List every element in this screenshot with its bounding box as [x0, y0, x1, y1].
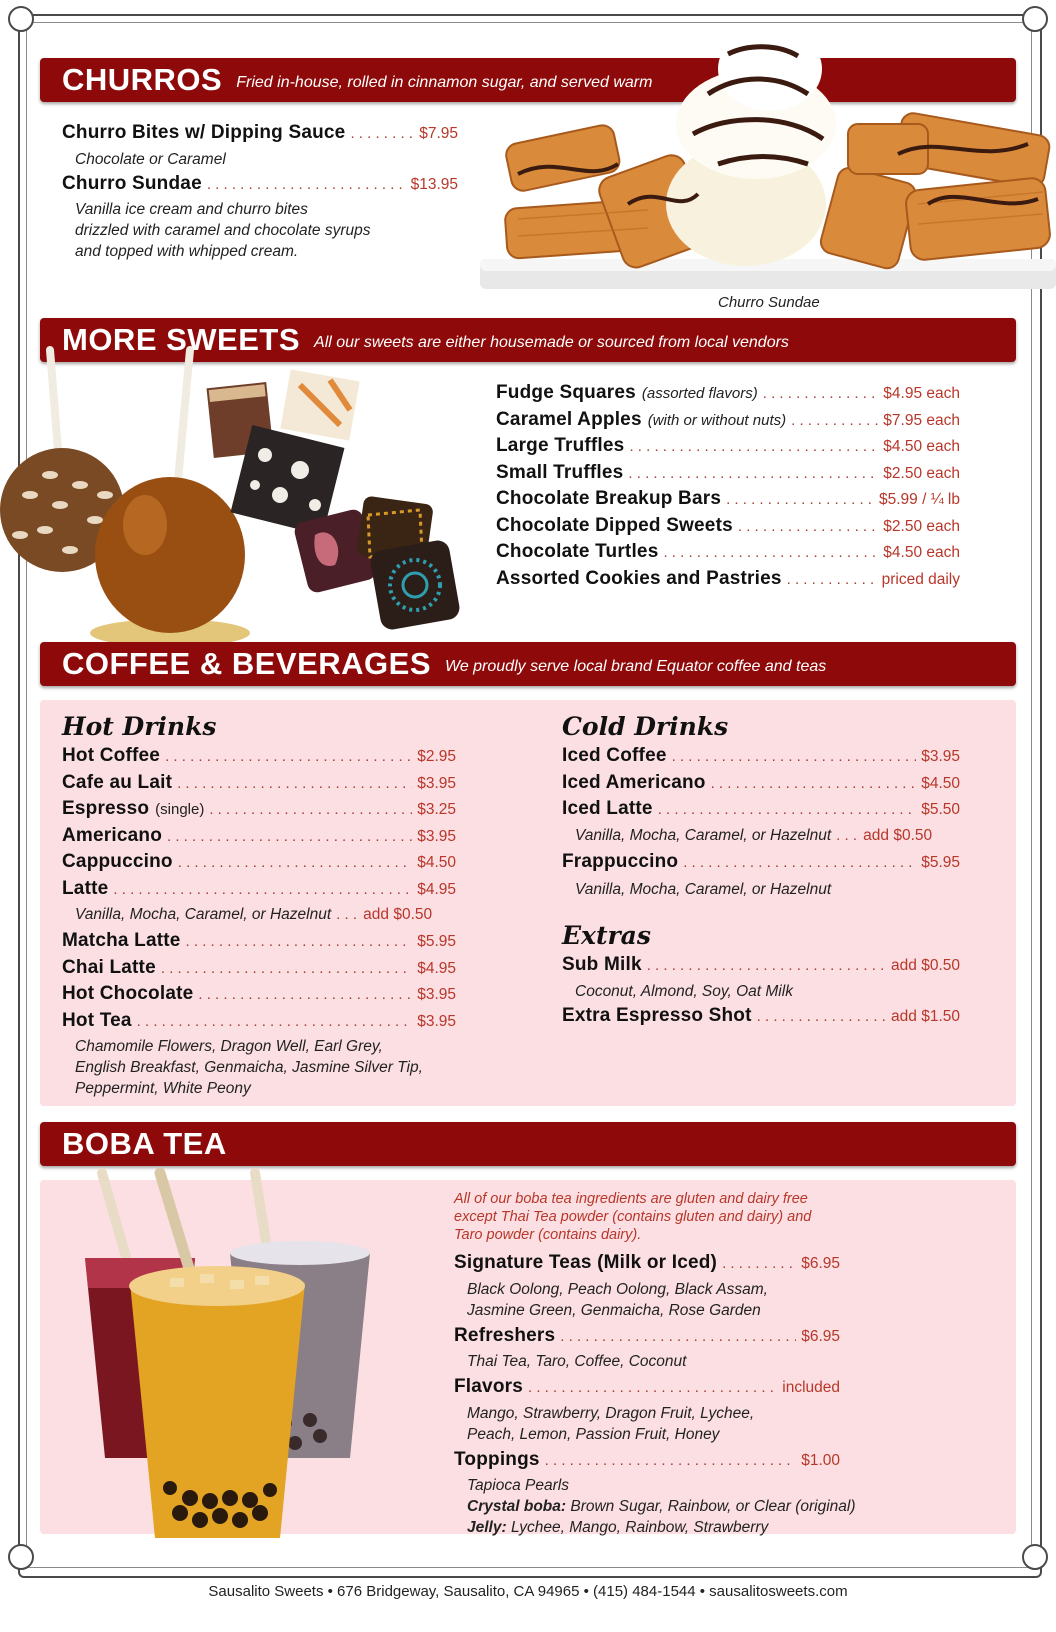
menu-item: Large Truffles . . . $4.50 each — [496, 435, 960, 462]
item-description: Thai Tea, Taro, Coffee, Coconut — [467, 1353, 687, 1370]
corner-ornament — [8, 1544, 34, 1570]
menu-item: Cafe au Lait . . . $3.95 — [62, 772, 456, 799]
allergen-note: All of our boba tea ingredients are gluten and dairy free — [454, 1191, 808, 1207]
menu-item: Churro Sundae . . . $13.95 — [62, 173, 458, 200]
toppings-line: Crystal boba: Brown Sugar, Rainbow, or Clear (original) — [467, 1498, 856, 1515]
coffee-header — [40, 642, 1016, 686]
extras-heading: Extras — [562, 921, 651, 950]
menu-item: Hot Coffee . . . $2.95 — [62, 745, 456, 772]
menu-item: Frappuccino . . . $5.95 — [562, 851, 960, 878]
sweets-photo — [0, 345, 470, 645]
section-title: CHURROS — [62, 62, 223, 97]
menu-item: Toppings . . . $1.00 — [454, 1449, 840, 1476]
churros-list — [62, 122, 458, 262]
footer-contact: Sausalito Sweets • 676 Bridgeway, Sausalito, CA 94965 • (415) 484-1544 • sausalitosweets.com — [208, 1583, 848, 1600]
menu-item: Churro Bites w/ Dipping Sauce . . . $7.95 — [62, 122, 458, 149]
hot-drinks-heading: Hot Drinks — [62, 712, 217, 741]
menu-item: Extra Espresso Shot . . . add $1.50 — [562, 1005, 960, 1032]
item-description: Vanilla, Mocha, Caramel, or Hazelnut — [575, 881, 832, 898]
item-description: Peach, Lemon, Passion Fruit, Honey — [467, 1425, 720, 1443]
menu-item: Refreshers . . . $6.95 — [454, 1325, 840, 1352]
item-description: Vanilla ice cream and churro bites — [75, 201, 308, 218]
menu-item: Assorted Cookies and Pastries . . . priced daily — [496, 568, 960, 595]
menu-item: Chocolate Dipped Sweets . . . $2.50 each — [496, 515, 960, 542]
menu-item: Latte . . . $4.95 — [62, 878, 456, 905]
menu-item: Hot Tea . . . $3.95 — [62, 1010, 456, 1037]
item-description: drizzled with caramel and chocolate syrups — [75, 222, 371, 239]
section-subtitle: All our sweets are either housemade or sourced from local vendors — [314, 334, 789, 351]
toppings-line: Tapioca Pearls — [467, 1477, 569, 1494]
section-subtitle: We proudly serve local brand Equator coffee and teas — [445, 658, 827, 675]
menu-item: Iced Latte . . . $5.50 — [562, 798, 960, 825]
item-description: Peppermint, White Peony — [75, 1080, 251, 1097]
boba-info — [454, 1190, 924, 1538]
menu-item: Signature Teas (Milk or Iced) . . . $6.95 — [454, 1252, 840, 1279]
item-description: Jasmine Green, Genmaicha, Rose Garden — [467, 1301, 761, 1319]
item-description: Black Oolong, Peach Oolong, Black Assam, — [467, 1280, 768, 1298]
menu-item: Flavors . . . included — [454, 1376, 840, 1403]
toppings-line: Jelly: Lychee, Mango, Rainbow, Strawberry — [467, 1519, 769, 1536]
menu-item: Matcha Latte . . . $5.95 — [62, 930, 456, 957]
menu-item: Chai Latte . . . $4.95 — [62, 957, 456, 984]
item-description: Coconut, Almond, Soy, Oat Milk — [575, 982, 793, 1000]
item-description: and topped with whipped cream. — [75, 243, 299, 260]
photo-caption: Churro Sundae — [718, 294, 820, 311]
menu-item: Iced Coffee . . . $3.95 — [562, 745, 960, 772]
allergen-note: except Thai Tea powder (contains gluten and dairy) and — [454, 1209, 812, 1225]
section-subtitle: Fried in-house, rolled in cinnamon sugar, and served warm — [236, 74, 653, 91]
item-description: Chocolate or Caramel — [75, 150, 226, 168]
section-title: BOBA TEA — [62, 1126, 227, 1161]
boba-list — [454, 1252, 840, 1475]
addon-line: Vanilla, Mocha, Caramel, or Hazelnut . . . add $0.50 — [62, 904, 456, 930]
menu-item: Espresso (single) . . . $3.25 — [62, 798, 456, 825]
item-description: Chamomile Flowers, Dragon Well, Earl Grey, — [75, 1038, 383, 1055]
item-description: English Breakfast, Genmaicha, Jasmine Silver Tip, — [75, 1059, 423, 1076]
boba-cups-photo — [80, 1168, 380, 1548]
corner-ornament — [1022, 1544, 1048, 1570]
sweets-list — [496, 382, 960, 594]
item-description: Mango, Strawberry, Dragon Fruit, Lychee, — [467, 1404, 755, 1422]
menu-item: Hot Chocolate . . . $3.95 — [62, 983, 456, 1010]
menu-item: Americano . . . $3.95 — [62, 825, 456, 852]
cold-drinks-list — [562, 706, 960, 1031]
addon-line: Vanilla, Mocha, Caramel, or Hazelnut . . . add $0.50 — [562, 825, 960, 851]
menu-item: Caramel Apples (with or without nuts) . . . $7.95 each — [496, 409, 960, 436]
menu-item: Small Truffles . . . $2.50 each — [496, 462, 960, 489]
allergen-note: Taro powder (contains dairy). — [454, 1227, 642, 1243]
menu-item: Sub Milk . . . add $0.50 — [562, 954, 960, 981]
hot-drinks-list — [62, 706, 456, 1099]
menu-item: Chocolate Breakup Bars . . . $5.99 / ¼ lb — [496, 488, 960, 515]
section-title: COFFEE & BEVERAGES — [62, 646, 431, 681]
churro-sundae-photo — [478, 14, 1056, 296]
boba-header — [40, 1122, 1016, 1166]
corner-ornament — [8, 6, 34, 32]
menu-item: Cappuccino . . . $4.50 — [62, 851, 456, 878]
menu-item: Fudge Squares (assorted flavors) . . . $4.95 each — [496, 382, 960, 409]
menu-item: Chocolate Turtles . . . $4.50 each — [496, 541, 960, 568]
menu-item: Iced Americano . . . $4.50 — [562, 772, 960, 799]
section-title: MORE SWEETS — [62, 322, 301, 357]
cold-drinks-heading: Cold Drinks — [562, 712, 729, 741]
